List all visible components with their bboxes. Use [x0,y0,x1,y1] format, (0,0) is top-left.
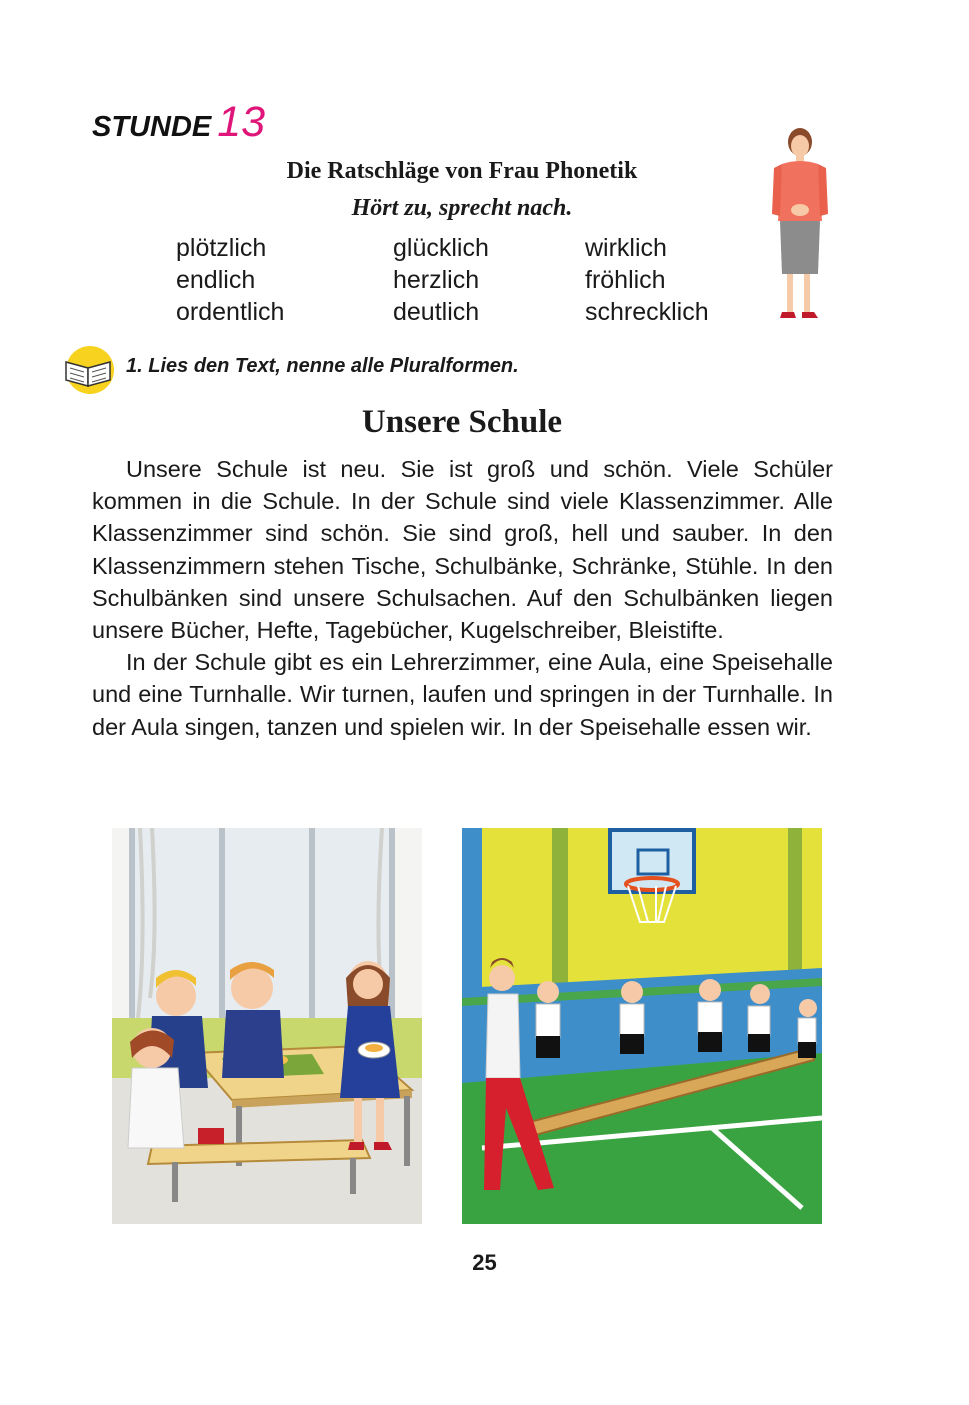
lesson-label: STUNDE [92,111,212,143]
word-item: endlich [176,266,256,294]
gym-illustration [462,828,822,1224]
dining-hall-illustration [112,828,422,1224]
paragraph: Unsere Schule ist neu. Sie ist groß und schön. Viele Schüler kommen in die Schule. In der Schule sind viele Klassenzimmer. Alle Klassenzimmer sind schön. Sie sind groß, hell und sauber. In den Klassenzimmern stehen Tische, Schulbänke, Schränke, Stühle. In den Schulbänken sind unsere Schulsachen. Auf den Schulbänken liegen unsere Bücher, Hefte, Tagebücher, Kugelschreiber, Bleistifte. [92,456,833,644]
word-item: fröhlich [585,266,666,294]
exercise-instruction: 1. Lies den Text, nenne alle Pluralformen. [126,355,519,377]
paragraph: In der Schule gibt es ein Lehrerzimmer, eine Aula, eine Speisehalle und eine Turnhalle. Wir turnen, laufen und springen in der Turnhalle. In der Aula singen, tanzen und spielen wir. In der Speisehalle essen wir. [92,649,833,740]
open-book-icon [60,344,118,396]
word-item: deutlich [393,298,480,326]
reading-body [92,453,833,743]
reading-title: Unsere Schule [361,404,563,440]
lesson-number: 13 [217,98,266,146]
word-item: herzlich [393,266,480,294]
page-number: 25 [472,1250,497,1275]
word-item: plötzlich [176,234,267,262]
word-item: glücklich [393,234,489,262]
phonetics-instruction: Hört zu, sprecht nach. [351,195,573,221]
phonetics-title: Die Ratschläge von Frau Phonetik [286,158,638,184]
word-item: schrecklich [585,298,709,326]
word-item: wirklich [585,234,667,262]
teacher-illustration [760,126,840,326]
word-item: ordentlich [176,298,285,326]
lesson-heading [92,98,265,147]
phonetics-word-grid [176,232,755,328]
